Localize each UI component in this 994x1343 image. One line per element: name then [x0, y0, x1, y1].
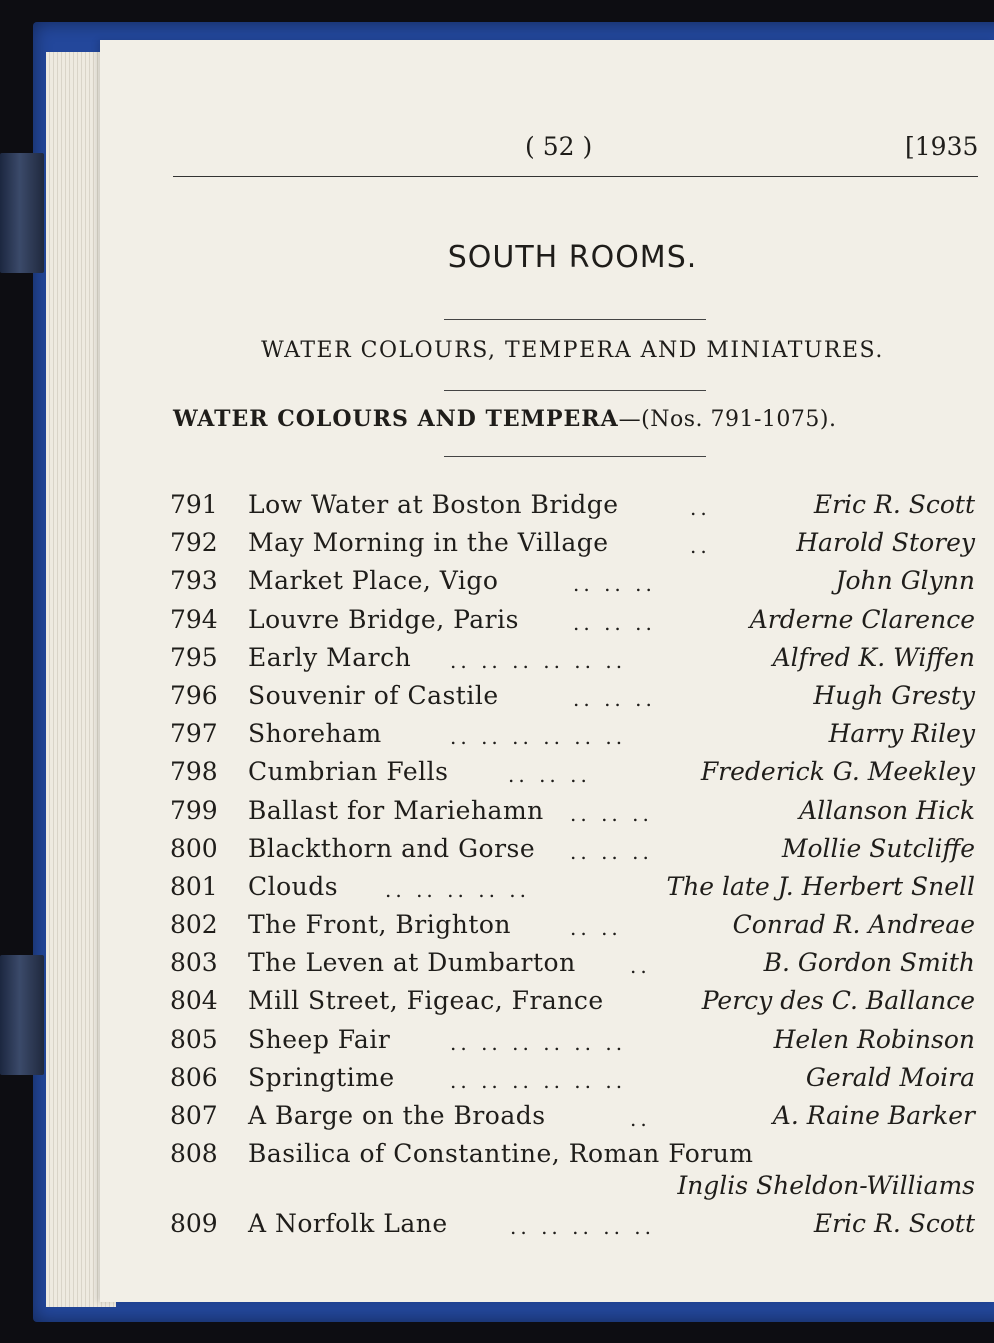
list-item	[170, 1063, 975, 1101]
entry-artist: Allanson Hick	[799, 795, 975, 825]
header-rule	[173, 176, 978, 177]
list-item	[170, 1101, 975, 1139]
entry-artist: Eric R. Scott	[813, 1209, 975, 1239]
entry-number: 808	[170, 1139, 218, 1169]
entry-number: 793	[170, 566, 218, 596]
entry-artist: Percy des C. Ballance	[701, 986, 975, 1016]
entry-number: 792	[170, 528, 218, 558]
entry-number: 800	[170, 833, 218, 863]
list-item	[170, 681, 975, 719]
leader-dots: ..	[630, 1107, 651, 1131]
entry-title: Blackthorn and Gorse	[248, 833, 536, 863]
leader-dots: .. .. ..	[573, 686, 656, 711]
entry-number: 796	[170, 680, 218, 710]
entry-title: May Morning in the Village	[248, 528, 609, 558]
leader-dots: .. .. .. .. ..	[510, 1215, 656, 1240]
list-item	[170, 986, 975, 1024]
entry-title: Cumbrian Fells	[248, 757, 449, 787]
leader-dots: .. .. ..	[573, 610, 656, 635]
list-item	[170, 719, 975, 757]
binding-tab-lower	[0, 955, 44, 1075]
entry-title: Ballast for Mariehamn	[248, 795, 544, 825]
entry-list	[170, 490, 975, 1247]
entry-title: Sheep Fair	[248, 1024, 391, 1054]
entry-title: Mill Street, Figeac, France	[248, 986, 604, 1016]
list-item	[170, 1139, 975, 1209]
entry-number: 798	[170, 757, 218, 787]
entry-number: 802	[170, 910, 218, 940]
entry-title: The Leven at Dumbarton	[248, 948, 576, 978]
list-item	[170, 796, 975, 834]
leader-dots: .. .. .. .. .. ..	[450, 1068, 627, 1093]
title-rule	[444, 319, 706, 320]
entry-artist: Frederick G. Meekley	[700, 757, 975, 787]
entry-title: Springtime	[248, 1062, 395, 1092]
subtitle-rule	[444, 390, 706, 391]
leader-dots: .. .. ..	[570, 839, 653, 864]
list-item	[170, 834, 975, 872]
entry-artist: Inglis Sheldon-Williams	[677, 1171, 975, 1201]
section-heading-text: WATER COLOURS AND TEMPERA	[173, 406, 619, 432]
entry-number: 791	[170, 490, 218, 519]
leader-dots: .. ..	[570, 916, 622, 941]
entry-title: Market Place, Vigo	[248, 566, 499, 596]
section-rule	[444, 456, 706, 457]
entry-artist: Hugh Gresty	[813, 680, 975, 710]
section-heading	[173, 406, 837, 432]
list-item	[170, 528, 975, 566]
entry-number: 803	[170, 948, 218, 978]
section-range: —(Nos. 791-1075).	[618, 407, 837, 432]
list-item	[170, 566, 975, 604]
entry-artist: A. Raine Barker	[772, 1101, 975, 1130]
entry-number: 799	[170, 795, 218, 825]
entry-artist: Harry Riley	[828, 719, 975, 749]
entry-title: A Barge on the Broads	[248, 1101, 546, 1130]
entry-title: Shoreham	[248, 719, 382, 749]
entry-artist: John Glynn	[835, 566, 975, 596]
list-item	[170, 872, 975, 910]
binding-tab-upper	[0, 153, 44, 273]
entry-number: 795	[170, 642, 218, 672]
leader-dots: ..	[690, 496, 711, 520]
entry-artist: The late J. Herbert Snell	[666, 871, 975, 901]
entry-title: Low Water at Boston Bridge	[248, 490, 619, 519]
entry-artist: Harold Storey	[796, 528, 975, 558]
list-item	[170, 490, 975, 528]
entry-number: 797	[170, 719, 218, 749]
entry-artist: Mollie Sutcliffe	[781, 833, 975, 863]
leader-dots: .. .. ..	[508, 763, 591, 788]
entry-title: Souvenir of Castile	[248, 680, 499, 710]
list-item	[170, 948, 975, 986]
page-subtitle: WATER COLOURS, TEMPERA AND MINIATURES.	[261, 338, 884, 363]
catalogue-page	[100, 40, 994, 1302]
leader-dots: ..	[690, 534, 711, 559]
entry-artist: Arderne Clarence	[749, 604, 975, 634]
entry-title: Clouds	[248, 871, 339, 901]
entry-artist: Eric R. Scott	[813, 490, 975, 519]
entry-title: Basilica of Constantine, Roman Forum	[248, 1139, 754, 1169]
page-year: [1935	[905, 132, 979, 161]
entry-number: 809	[170, 1209, 218, 1239]
list-item	[170, 757, 975, 795]
entry-artist: Alfred K. Wiffen	[772, 642, 975, 672]
leader-dots: .. .. .. .. .. ..	[450, 1030, 627, 1055]
list-item	[170, 1025, 975, 1063]
entry-artist: Conrad R. Andreae	[732, 910, 975, 940]
entry-number: 805	[170, 1024, 218, 1054]
leader-dots: ..	[630, 954, 651, 979]
list-item	[170, 910, 975, 948]
leader-dots: .. .. .. .. .. ..	[450, 725, 627, 750]
entry-number: 804	[170, 986, 218, 1016]
entry-title: A Norfolk Lane	[248, 1209, 448, 1239]
entry-title: The Front, Brighton	[248, 910, 512, 940]
entry-artist: Helen Robinson	[773, 1024, 975, 1054]
page-title: SOUTH ROOMS.	[447, 240, 698, 275]
list-item	[170, 643, 975, 681]
leader-dots: .. .. ..	[573, 572, 656, 597]
page-number: ( 52 )	[525, 132, 593, 161]
list-item	[170, 605, 975, 643]
entry-title: Louvre Bridge, Paris	[248, 604, 519, 634]
entry-number: 807	[170, 1101, 218, 1130]
entry-artist: B. Gordon Smith	[763, 948, 975, 978]
leader-dots: .. .. .. .. ..	[385, 877, 531, 902]
entry-artist: Gerald Moira	[805, 1062, 975, 1092]
entry-title: Early March	[248, 642, 412, 672]
list-item	[170, 1209, 975, 1247]
entry-number: 806	[170, 1062, 218, 1092]
entry-number: 801	[170, 871, 218, 901]
leader-dots: .. .. ..	[570, 801, 653, 826]
entry-number: 794	[170, 604, 218, 634]
leader-dots: .. .. .. .. .. ..	[450, 648, 627, 673]
